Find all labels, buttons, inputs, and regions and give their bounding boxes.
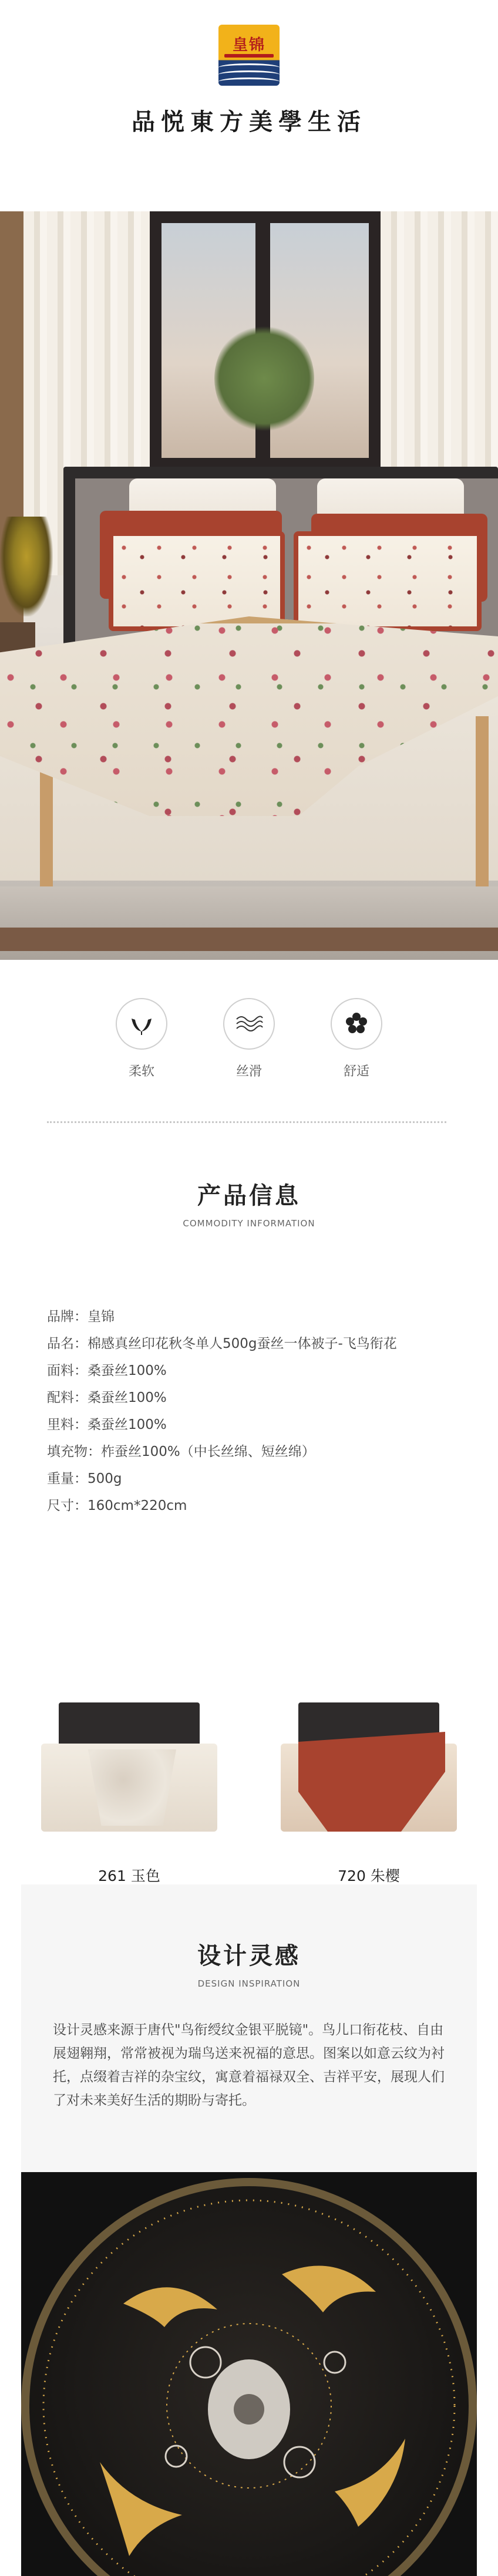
feature-icon-circle (331, 998, 382, 1050)
info-value: 160cm*220cm (88, 1498, 187, 1513)
tree (214, 323, 314, 434)
feature-label: 舒适 (343, 1064, 369, 1079)
info-key: 填充物： (47, 1444, 101, 1459)
bird-pattern-illustration (29, 2186, 469, 2576)
pillow (294, 531, 482, 631)
rug (0, 928, 498, 951)
info-value: 柞蚕丝100%（中长丝绵、短丝绵） (101, 1444, 315, 1459)
info-key: 重量： (47, 1471, 88, 1486)
feature-icon-circle (223, 998, 275, 1050)
feature-label: 丝滑 (235, 1064, 262, 1079)
hero-image (0, 211, 498, 960)
info-value: 桑蚕丝100% (88, 1363, 167, 1378)
info-key: 品牌： (47, 1309, 88, 1324)
info-key: 配料： (47, 1390, 88, 1405)
info-key: 里料： (47, 1417, 88, 1432)
info-key: 面料： (47, 1363, 88, 1378)
design-title: 设计灵感 (197, 1942, 301, 1970)
info-value: 皇锦 (88, 1309, 115, 1324)
info-row (47, 1411, 458, 1438)
info-row (47, 1303, 458, 1330)
feature-smooth (217, 998, 281, 1080)
mini-duvet (88, 1749, 176, 1826)
wave-icon (234, 1012, 264, 1036)
brand-logo (218, 25, 280, 86)
bronze-mirror (21, 2178, 477, 2576)
variant-name: 720 朱樱 (338, 1867, 400, 1884)
logo-banner (224, 54, 274, 58)
variant-jade[interactable] (29, 1697, 229, 1886)
leaf-icon (128, 1010, 155, 1037)
info-row (47, 1384, 458, 1411)
feature-label: 柔软 (128, 1064, 154, 1079)
product-info-subtitle: COMMODITY INFORMATION (183, 1218, 315, 1229)
info-key: 尺寸： (47, 1498, 88, 1513)
info-key: 品名： (47, 1336, 88, 1351)
variant-cherry[interactable] (269, 1697, 469, 1886)
info-row (47, 1492, 458, 1519)
variant-name: 261 玉色 (98, 1867, 160, 1884)
product-info-list (47, 1303, 458, 1519)
mirror-image (21, 2172, 477, 2576)
info-value: 500g (88, 1471, 122, 1486)
info-row (47, 1357, 458, 1384)
product-info-title: 产品信息 (197, 1182, 301, 1209)
info-row (47, 1465, 458, 1492)
variant-image[interactable] (275, 1697, 463, 1832)
logo-wave (218, 77, 280, 86)
flower-icon (343, 1010, 370, 1037)
info-row (47, 1330, 458, 1357)
bed-stripe (476, 716, 489, 892)
variant-image[interactable] (35, 1697, 223, 1832)
feature-comfort (324, 998, 389, 1080)
design-subtitle: DESIGN INSPIRATION (197, 1978, 301, 1989)
info-value: 桑蚕丝100% (88, 1417, 167, 1432)
design-description: 设计灵感来源于唐代"鸟衔绶纹金银平脱镜"。鸟儿口衔花枝、自由展翅翱翔，常常被视为瑞鸟送来祝福的意思。图案以如意云纹为衬托，点缀着吉祥的杂宝纹，寓意着福禄双全、吉祥平安，展现人们了对未来美好生活的期盼与寄托。 (53, 2022, 445, 2108)
info-value: 棉感真丝印花秋冬单人500g蚕丝一体被子-飞鸟衔花 (88, 1336, 397, 1351)
feature-icon-circle (116, 998, 167, 1050)
logo-text: 皇锦 (232, 36, 265, 54)
pillow (109, 531, 285, 631)
brand-slogan: 品悦東方美學生活 (132, 108, 366, 136)
info-row (47, 1438, 458, 1465)
window (150, 211, 381, 470)
plant (0, 517, 53, 616)
info-value: 桑蚕丝100% (88, 1390, 167, 1405)
feature-soft (109, 998, 174, 1080)
section-divider (47, 1121, 446, 1123)
